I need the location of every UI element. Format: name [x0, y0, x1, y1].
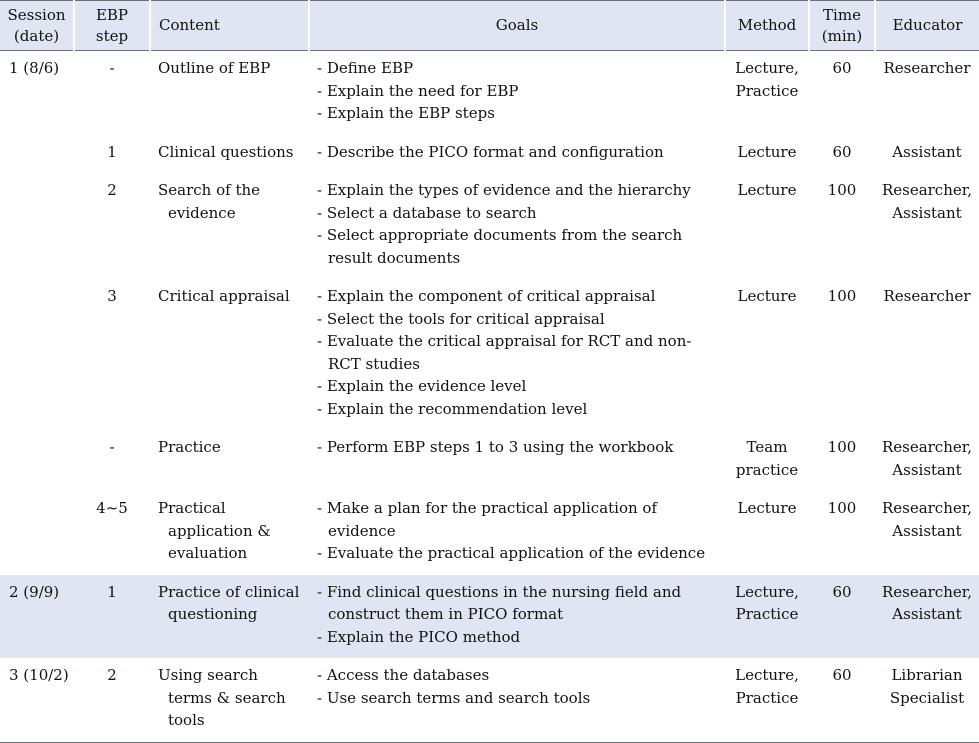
goals-list — [317, 57, 721, 125]
cell-time: 60 — [809, 575, 875, 659]
content-text: Using search terms & search tools — [158, 666, 286, 729]
cell-content — [150, 491, 309, 575]
cell-goals — [309, 430, 725, 491]
goal-item: - Make a plan for the practical application of evidence — [317, 497, 721, 542]
cell-goals — [309, 658, 725, 742]
content-text: Outline of EBP — [158, 59, 271, 77]
header-time: Time (min) — [809, 1, 875, 51]
cell-step: 1 — [107, 142, 117, 161]
cell-educator: Assistant — [892, 142, 962, 161]
goal-item: - Define EBP — [317, 57, 721, 80]
cell-content — [150, 279, 309, 430]
table-row — [0, 575, 979, 659]
goal-item: - Explain the recommendation level — [317, 398, 721, 421]
cell-goals — [309, 135, 725, 174]
table-row — [0, 173, 979, 279]
cell-step: 2 — [74, 658, 150, 742]
content-text: Clinical questions — [158, 142, 294, 161]
goal-item: - Explain the types of evidence and the hierarchy — [317, 179, 721, 202]
cell-method: Lecture — [737, 181, 797, 199]
cell-step: 1 — [74, 575, 150, 659]
goal-item: - Explain the PICO method — [317, 626, 721, 649]
goals-list — [317, 497, 721, 565]
goal-item: - Explain the EBP steps — [317, 102, 721, 125]
header-row — [0, 1, 979, 51]
table-row — [0, 135, 979, 174]
cell-step: 3 — [107, 287, 117, 305]
cell-time: 60 — [832, 59, 852, 77]
table-body — [0, 51, 979, 743]
goal-item: - Describe the PICO format and configuration — [317, 141, 721, 164]
cell-content — [150, 575, 309, 659]
cell-step: - — [109, 59, 115, 77]
cell-step: - — [109, 438, 115, 456]
cell-session — [0, 173, 74, 279]
header-content: Content — [150, 1, 309, 51]
content-text: Search of the evidence — [158, 181, 261, 222]
cell-session — [0, 491, 74, 575]
cell-time: 100 — [827, 287, 857, 305]
cell-goals — [309, 51, 725, 135]
cell-content — [150, 51, 309, 135]
cell-session — [0, 135, 74, 174]
cell-content — [150, 135, 309, 174]
cell-educator: Librarian Specialist — [875, 658, 979, 742]
cell-time: 100 — [827, 438, 857, 456]
table-row — [0, 491, 979, 575]
header-educator: Educator — [875, 1, 979, 51]
goal-item: - Perform EBP steps 1 to 3 using the workbook — [317, 436, 721, 459]
cell-method: Lecture, Practice — [725, 658, 809, 742]
cell-content — [150, 173, 309, 279]
cell-goals — [309, 279, 725, 430]
goal-item: - Select the tools for critical appraisal — [317, 308, 721, 331]
cell-method: Lecture, Practice — [725, 575, 809, 659]
cell-content — [150, 658, 309, 742]
cell-method: Lecture, Practice — [735, 59, 799, 100]
header-session: Session (date) — [0, 1, 74, 51]
cell-step: 4~5 — [96, 499, 128, 517]
cell-time: 60 — [832, 142, 852, 161]
cell-goals — [309, 173, 725, 279]
header-step: EBP step — [74, 1, 150, 51]
table-row — [0, 51, 979, 135]
cell-session — [0, 279, 74, 430]
cell-educator: Researcher, Assistant — [875, 575, 979, 659]
cell-educator: Researcher — [883, 59, 971, 77]
cell-method: Lecture — [737, 499, 797, 517]
goal-item: - Explain the need for EBP — [317, 80, 721, 103]
goals-list — [317, 436, 721, 459]
cell-session: 2 (9/9) — [0, 575, 74, 659]
cell-time: 60 — [809, 658, 875, 742]
goal-item: - Find clinical questions in the nursing field and construct them in PICO format — [317, 581, 721, 626]
goal-item: - Evaluate the critical appraisal for RCT and non-RCT studies — [317, 330, 721, 375]
goal-item: - Explain the component of critical appraisal — [317, 285, 721, 308]
header-goals: Goals — [309, 1, 725, 51]
cell-method: Team practice — [735, 438, 799, 479]
goals-list — [317, 581, 721, 649]
cell-session: 1 (8/6) — [9, 59, 60, 77]
cell-method: Lecture — [737, 287, 797, 305]
header-method: Method — [725, 1, 809, 51]
table-row — [0, 430, 979, 491]
cell-goals — [309, 491, 725, 575]
cell-educator: Researcher, Assistant — [881, 438, 973, 479]
cell-session: 3 (10/2) — [0, 658, 74, 742]
goal-item: - Evaluate the practical application of the evidence — [317, 542, 721, 565]
content-text: Practical application & evaluation — [158, 499, 271, 562]
goal-item: - Access the databases — [317, 664, 721, 687]
goals-list — [317, 285, 721, 420]
goal-item: - Select appropriate documents from the search result documents — [317, 224, 721, 269]
goal-item: - Select a database to search — [317, 202, 721, 225]
goals-list — [317, 141, 721, 164]
table-row — [0, 279, 979, 430]
content-text: Practice — [158, 438, 221, 456]
cell-step: 2 — [107, 181, 117, 199]
cell-time: 100 — [827, 181, 857, 199]
goals-list — [317, 664, 721, 709]
cell-time: 100 — [827, 499, 857, 517]
cell-educator: Researcher, Assistant — [881, 499, 973, 540]
goals-list — [317, 179, 721, 269]
cell-educator: Researcher — [883, 287, 971, 305]
content-text: Practice of clinical questioning — [158, 582, 300, 623]
table-row — [0, 658, 979, 742]
goal-item: - Use search terms and search tools — [317, 687, 721, 710]
cell-goals — [309, 575, 725, 659]
cell-educator: Researcher, Assistant — [881, 181, 973, 222]
cell-session — [0, 430, 74, 491]
goal-item: - Explain the evidence level — [317, 375, 721, 398]
cell-method: Lecture — [737, 142, 797, 161]
cell-content — [150, 430, 309, 491]
content-text: Critical appraisal — [158, 287, 290, 305]
